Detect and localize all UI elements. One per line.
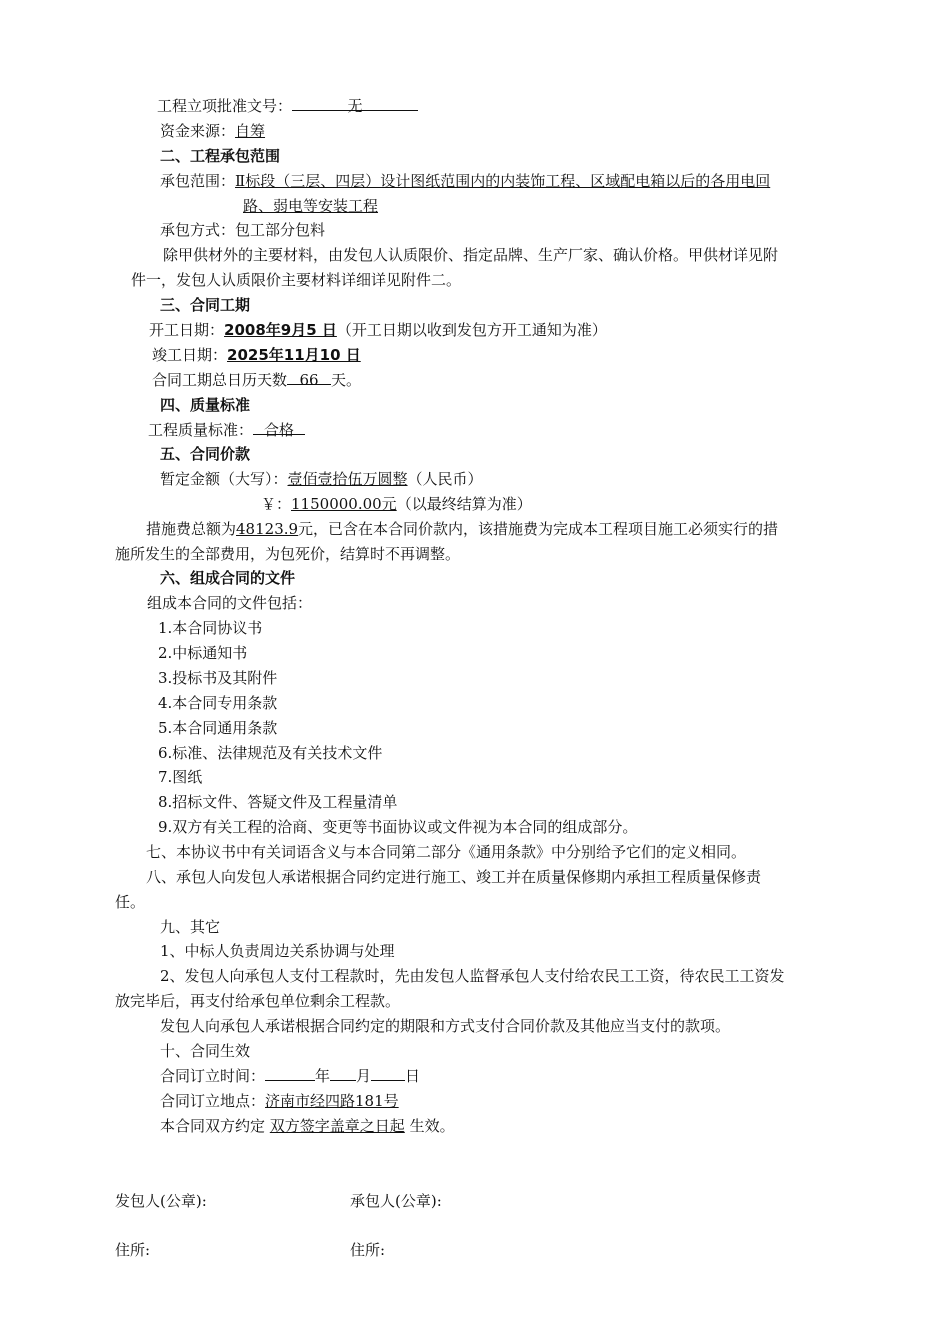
start-note: （开工日期以收到发包方开工通知为准） bbox=[336, 321, 607, 339]
place-label: 合同订立地点： bbox=[160, 1092, 266, 1110]
section-6-heading: 六、组成合同的文件 bbox=[160, 569, 296, 587]
signing-time-line bbox=[160, 1065, 420, 1087]
employer-seal: 发包人(公章): bbox=[115, 1192, 207, 1210]
start-value: 2008年9月5 日 bbox=[224, 321, 337, 339]
document-item: 3.投标书及其附件 bbox=[158, 669, 278, 687]
section-3-heading: 三、合同工期 bbox=[160, 296, 251, 314]
quality-line bbox=[148, 419, 305, 441]
funding-value: 自筹 bbox=[235, 122, 266, 140]
other-item-2-line-2: 放完毕后，再支付给承包单位剩余工程款。 bbox=[115, 992, 401, 1010]
yen-line bbox=[261, 493, 532, 515]
document-item: 4.本合同专用条款 bbox=[158, 694, 278, 712]
quality-label: 工程质量标准： bbox=[148, 421, 254, 439]
contractor-address: 住所: bbox=[350, 1241, 386, 1259]
amount-value: 壹佰壹拾伍万圆整 bbox=[287, 470, 408, 488]
end-value: 2025年11月10 日 bbox=[227, 346, 361, 364]
approval-label: 工程立项批准文号： bbox=[157, 97, 293, 115]
section-2-heading: 二、工程承包范围 bbox=[160, 147, 281, 165]
yen-note: （以最终结算为准） bbox=[396, 495, 532, 513]
funding-label: 资金来源： bbox=[160, 122, 236, 140]
section-8-line-2: 任。 bbox=[115, 893, 146, 911]
end-date-line bbox=[152, 344, 361, 366]
effect-value: 双方签字盖章之日起 bbox=[269, 1117, 405, 1135]
start-label: 开工日期： bbox=[149, 321, 225, 339]
section-7: 七、本协议书中有关词语含义与本合同第二部分《通用条款》中分别给予它们的定义相同。 bbox=[146, 843, 747, 861]
employer-address: 住所: bbox=[115, 1241, 151, 1259]
section-8-line-1: 八、承包人向发包人承诺根据合同约定进行施工、竣工并在质量保修期内承担工程质量保修责 bbox=[146, 868, 762, 886]
total-value: 66 bbox=[287, 369, 331, 385]
other-item-1: 1、中标人负责周边关系协调与处理 bbox=[160, 942, 395, 960]
yen-prefix: ￥： bbox=[261, 495, 292, 513]
signing-place-line bbox=[160, 1090, 399, 1112]
contractor-seal: 承包人(公章): bbox=[350, 1192, 442, 1210]
scope-value-1: Ⅱ标段（三层、四层）设计图纸范围内的内装饰工程、区域配电箱以后的各用电回 bbox=[235, 172, 771, 190]
quality-value: 合格 bbox=[253, 419, 305, 435]
other-item-2-line-1: 2、发包人向承包人支付工程款时，先由发包人监督承包人支付给农民工工资，待农民工工资发 bbox=[160, 967, 785, 985]
time-label: 合同订立时间： bbox=[160, 1067, 266, 1085]
measure-value: 48123.9 bbox=[236, 520, 299, 538]
documents-intro: 组成本合同的文件包括： bbox=[147, 594, 313, 612]
amount-line bbox=[160, 468, 483, 490]
scope-line-1 bbox=[160, 170, 770, 192]
document-item: 8.招标文件、答疑文件及工程量清单 bbox=[158, 793, 398, 811]
effect-line bbox=[160, 1115, 455, 1137]
total-prefix: 合同工期总日历天数 bbox=[152, 371, 288, 389]
measure-line-2: 施所发生的全部费用，为包死价，结算时不再调整。 bbox=[115, 545, 461, 563]
document-item: 6.标准、法律规范及有关技术文件 bbox=[158, 744, 383, 762]
place-value: 济南市经四路181号 bbox=[265, 1092, 399, 1110]
section-9-heading: 九、其它 bbox=[160, 918, 221, 936]
amount-label: 暂定金额（大写）： bbox=[160, 470, 288, 488]
month-blank[interactable] bbox=[330, 1065, 356, 1081]
start-date-line bbox=[149, 319, 607, 341]
year-blank[interactable] bbox=[265, 1065, 315, 1081]
total-suffix: 天。 bbox=[331, 371, 362, 389]
scope-value-2: 路、弱电等安装工程 bbox=[243, 197, 379, 215]
month-unit: 月 bbox=[356, 1067, 372, 1085]
document-item: 7.图纸 bbox=[158, 768, 203, 786]
mode-label: 承包方式： bbox=[160, 221, 236, 239]
materials-line-1: 除甲供材外的主要材料，由发包人认质限价、指定品牌、生产厂家、确认价格。甲供材详见附 bbox=[163, 246, 779, 264]
effect-suffix: 生效。 bbox=[409, 1117, 455, 1135]
document-item: 2.中标通知书 bbox=[158, 644, 248, 662]
section-10-heading: 十、合同生效 bbox=[160, 1042, 251, 1060]
effect-prefix: 本合同双方约定 bbox=[160, 1117, 266, 1135]
funding-line bbox=[160, 120, 265, 142]
day-blank[interactable] bbox=[371, 1065, 405, 1081]
amount-note: （人民币） bbox=[407, 470, 483, 488]
payment-promise: 发包人向承包人承诺根据合同约定的期限和方式支付合同价款及其他应当支付的款项。 bbox=[160, 1017, 731, 1035]
measure-line-1 bbox=[146, 518, 778, 540]
yen-value: 1150000.00元 bbox=[291, 495, 397, 513]
year-unit: 年 bbox=[315, 1067, 331, 1085]
materials-line-2: 件一，发包人认质限价主要材料详细详见附件二。 bbox=[131, 271, 462, 289]
measure-prefix: 措施费总额为 bbox=[146, 520, 237, 538]
approval-value: 无 bbox=[292, 95, 418, 111]
contract-mode-line bbox=[160, 219, 325, 241]
document-item: 9.双方有关工程的洽商、变更等书面协议或文件视为本合同的组成部分。 bbox=[158, 818, 638, 836]
day-unit: 日 bbox=[405, 1067, 421, 1085]
document-item: 5.本合同通用条款 bbox=[158, 719, 278, 737]
total-days-line bbox=[152, 369, 361, 391]
mode-value: 包工部分包料 bbox=[235, 221, 326, 239]
measure-rest: 元，已含在本合同价款内，该措施费为完成本工程项目施工必须实行的措 bbox=[298, 520, 779, 538]
document-item: 1.本合同协议书 bbox=[158, 619, 263, 637]
section-5-heading: 五、合同价款 bbox=[160, 445, 251, 463]
section-4-heading: 四、质量标准 bbox=[160, 396, 251, 414]
approval-line bbox=[157, 95, 418, 117]
end-label: 竣工日期： bbox=[152, 346, 228, 364]
scope-label: 承包范围： bbox=[160, 172, 236, 190]
